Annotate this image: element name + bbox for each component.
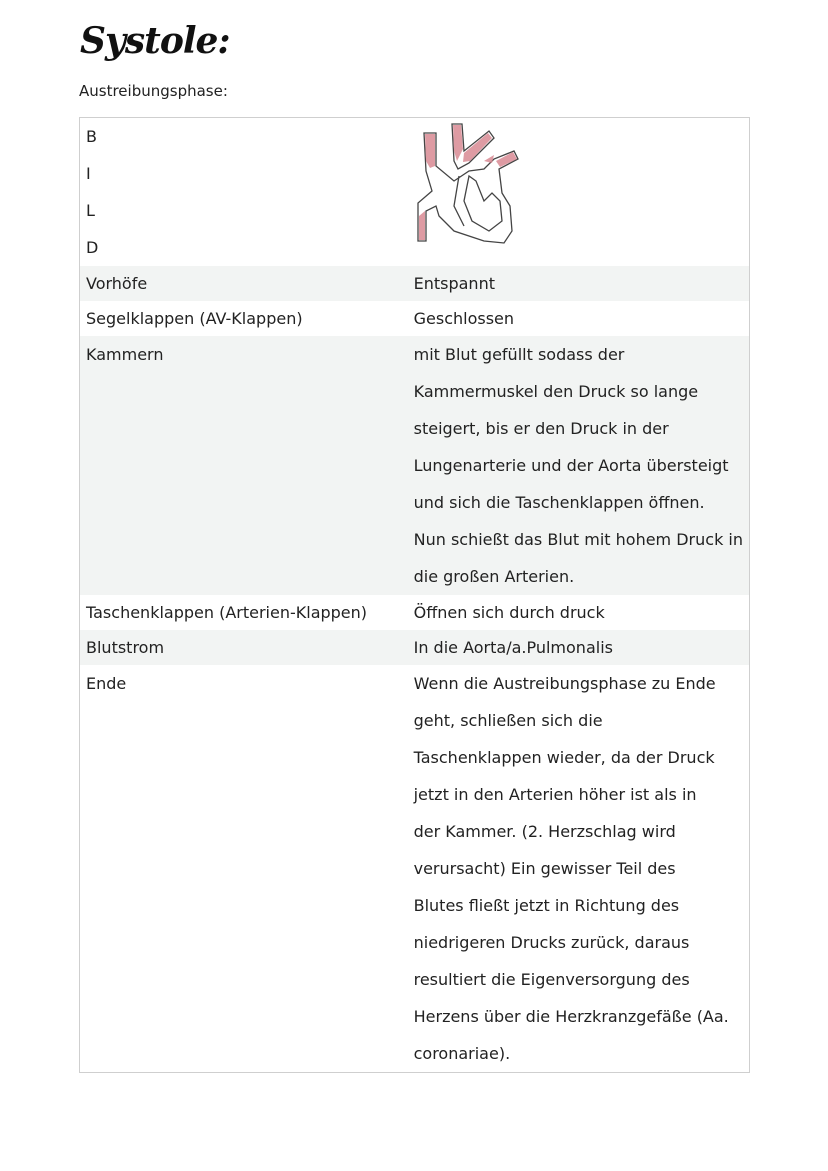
value-line: Wenn die Austreibungsphase zu Ende (413, 674, 716, 693)
value-line: der Kammer. (2. Herzschlag wird (413, 822, 676, 841)
table-row (80, 336, 750, 595)
value-line: niedrigeren Drucks zurück, daraus (413, 933, 690, 952)
row-value (408, 630, 750, 665)
bild-letters (80, 118, 408, 267)
value-line: Geschlossen (413, 309, 515, 328)
row-value (408, 595, 750, 630)
systole-table (79, 117, 750, 1073)
row-label: Kammern (80, 336, 408, 595)
letter: B (86, 127, 97, 146)
heart-image-cell (408, 118, 750, 267)
letter: I (86, 164, 91, 183)
value-line: Öffnen sich durch druck (413, 603, 605, 622)
row-label: Blutstrom (80, 630, 408, 665)
value-line: Kammermuskel den Druck so lange (413, 382, 699, 401)
page-title: Systole: (80, 20, 230, 62)
value-line: resultiert die Eigenversorgung des (413, 970, 690, 989)
value-line: coronariae). (413, 1044, 511, 1063)
table-row (80, 301, 750, 336)
table-row (80, 665, 750, 1073)
row-label: Ende (86, 674, 127, 693)
table-row (80, 630, 750, 665)
row-value (408, 301, 750, 336)
row-label: Taschenklappen (Arterien-Klappen) (86, 603, 368, 622)
value-line: geht, schließen sich die (413, 711, 603, 730)
row-value (408, 665, 750, 1073)
table-row (80, 595, 750, 630)
value-line: Blutes fließt jetzt in Richtung des (413, 896, 680, 915)
value-line: steigert, bis er den Druck in der (413, 419, 669, 438)
letter: D (86, 238, 99, 257)
row-value (408, 336, 750, 595)
value-line: mit Blut gefüllt sodass der (413, 345, 625, 364)
value-line: In die Aorta/a.Pulmonalis (413, 638, 613, 657)
value-line: Lungenarterie und der Aorta übersteigt (413, 456, 729, 475)
heart-diagram-icon (414, 121, 529, 246)
table-row (80, 266, 750, 301)
value-line: Entspannt (413, 274, 495, 293)
row-value (408, 266, 750, 301)
value-line: Herzens über die Herzkranzgefäße (Aa. (413, 1007, 729, 1026)
value-line: jetzt in den Arterien höher ist als in (413, 785, 697, 804)
value-line: verursacht) Ein gewisser Teil des (413, 859, 676, 878)
value-line: die großen Arterien. (413, 567, 575, 586)
value-line: Nun schießt das Blut mit hohem Druck in (413, 530, 743, 549)
table-row-image (80, 118, 750, 267)
letter: L (86, 201, 95, 220)
value-line: und sich die Taschenklappen öffnen. (413, 493, 705, 512)
value-line: Taschenklappen wieder, da der Druck (413, 748, 715, 767)
row-label: Vorhöfe (80, 266, 408, 301)
section-subtitle: Austreibungsphase: (79, 82, 228, 100)
row-label: Segelklappen (AV-Klappen) (86, 309, 303, 328)
